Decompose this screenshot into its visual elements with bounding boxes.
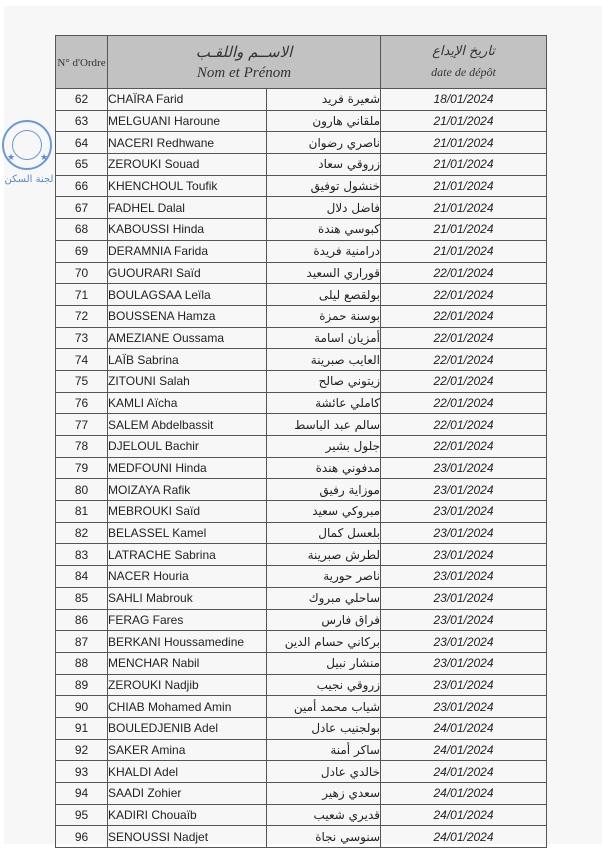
table-row	[56, 457, 547, 479]
deposit-date-cell: 22/01/2024	[381, 414, 547, 436]
deposit-date-cell: 23/01/2024	[381, 479, 547, 501]
order-number-cell: 69	[56, 240, 108, 262]
arabic-name-cell: سنوسي نجاة	[267, 826, 381, 848]
latin-name-cell: SAHLI Mabrouk	[108, 587, 267, 609]
order-number-cell: 75	[56, 370, 108, 392]
latin-name-cell: DERAMNIA Farida	[108, 240, 267, 262]
deposit-date-cell: 23/01/2024	[381, 587, 547, 609]
order-number-cell: 79	[56, 457, 108, 479]
arabic-name-cell: درامنية فريدة	[267, 240, 381, 262]
table-row	[56, 804, 547, 826]
deposit-date-cell: 21/01/2024	[381, 132, 547, 154]
arabic-name-cell: زروقي سعاد	[267, 154, 381, 176]
table-row	[56, 826, 547, 848]
deposit-date-cell: 22/01/2024	[381, 284, 547, 306]
deposit-date-cell: 23/01/2024	[381, 652, 547, 674]
arabic-name-cell: مبروكي سعيد	[267, 501, 381, 523]
latin-name-cell: MEBROUKI Saïd	[108, 501, 267, 523]
order-number-cell: 71	[56, 284, 108, 306]
deposit-date-cell: 24/01/2024	[381, 783, 547, 805]
latin-name-cell: SALEM Abdelbassit	[108, 414, 267, 436]
arabic-name-cell: ساكر أمنة	[267, 739, 381, 761]
order-number-cell: 64	[56, 132, 108, 154]
table-row	[56, 522, 547, 544]
latin-name-cell: FADHEL Dalal	[108, 197, 267, 219]
table-row	[56, 175, 547, 197]
arabic-name-cell: جلول بشير	[267, 436, 381, 458]
latin-name-cell: BOUSSENA Hamza	[108, 305, 267, 327]
table-row	[56, 154, 547, 176]
header-order-number: N° d'Ordre	[56, 36, 108, 89]
table-row	[56, 349, 547, 371]
table-row	[56, 544, 547, 566]
order-number-cell: 95	[56, 804, 108, 826]
latin-name-cell: DJELOUL Bachir	[108, 436, 267, 458]
deposit-date-cell: 22/01/2024	[381, 305, 547, 327]
deposit-date-cell: 23/01/2024	[381, 457, 547, 479]
table-row	[56, 370, 547, 392]
table-row	[56, 305, 547, 327]
latin-name-cell: NACER Houria	[108, 566, 267, 588]
latin-name-cell: SAKER Amina	[108, 739, 267, 761]
arabic-name-cell: خنشول توفيق	[267, 175, 381, 197]
stamp-star-icon: ★	[40, 152, 49, 162]
deposit-date-cell: 18/01/2024	[381, 89, 547, 111]
arabic-name-cell: ناصري رضوان	[267, 132, 381, 154]
latin-name-cell: SAADI Zohier	[108, 783, 267, 805]
latin-name-cell: CHIAB Mohamed Amin	[108, 696, 267, 718]
arabic-name-cell: سعدي زهير	[267, 783, 381, 805]
table-row	[56, 479, 547, 501]
arabic-name-cell: ملقاني هارون	[267, 110, 381, 132]
order-number-cell: 94	[56, 783, 108, 805]
latin-name-cell: KHALDI Adel	[108, 761, 267, 783]
order-number-cell: 88	[56, 652, 108, 674]
arabic-name-cell: ناصر حورية	[267, 566, 381, 588]
table-row	[56, 717, 547, 739]
latin-name-cell: BERKANI Houssamedine	[108, 631, 267, 653]
order-number-cell: 77	[56, 414, 108, 436]
arabic-name-cell: فراق فارس	[267, 609, 381, 631]
deposit-date-cell: 23/01/2024	[381, 501, 547, 523]
deposit-date-cell: 22/01/2024	[381, 436, 547, 458]
arabic-name-cell: شعيرة فريد	[267, 89, 381, 111]
arabic-name-cell: قوراري السعيد	[267, 262, 381, 284]
deposit-date-cell: 23/01/2024	[381, 609, 547, 631]
arabic-name-cell: منشار نبيل	[267, 652, 381, 674]
table-row	[56, 631, 547, 653]
table-row	[56, 284, 547, 306]
table-row	[56, 392, 547, 414]
order-number-cell: 90	[56, 696, 108, 718]
stamp-star-icon: ★	[7, 152, 16, 162]
order-number-cell: 74	[56, 349, 108, 371]
latin-name-cell: MOIZAYA Rafik	[108, 479, 267, 501]
order-number-cell: 66	[56, 175, 108, 197]
arabic-name-cell: بولجنيب عادل	[267, 717, 381, 739]
order-number-cell: 65	[56, 154, 108, 176]
order-number-cell: 87	[56, 631, 108, 653]
latin-name-cell: BELASSEL Kamel	[108, 522, 267, 544]
latin-name-cell: SENOUSSI Nadjet	[108, 826, 267, 848]
arabic-name-cell: لطرش صبرينة	[267, 544, 381, 566]
order-number-cell: 91	[56, 717, 108, 739]
latin-name-cell: NACERI Redhwane	[108, 132, 267, 154]
deposit-date-cell: 22/01/2024	[381, 370, 547, 392]
latin-name-cell: GUOURARI Saïd	[108, 262, 267, 284]
latin-name-cell: KAMLI Aïcha	[108, 392, 267, 414]
latin-name-cell: FERAG Fares	[108, 609, 267, 631]
order-number-cell: 68	[56, 219, 108, 241]
arabic-name-cell: مدفوني هندة	[267, 457, 381, 479]
deposit-date-cell: 23/01/2024	[381, 522, 547, 544]
deposit-date-cell: 21/01/2024	[381, 175, 547, 197]
order-number-cell: 80	[56, 479, 108, 501]
arabic-name-cell: أمزيان اسامة	[267, 327, 381, 349]
table-row	[56, 327, 547, 349]
deposit-date-cell: 24/01/2024	[381, 826, 547, 848]
latin-name-cell: LATRACHE Sabrina	[108, 544, 267, 566]
latin-name-cell: ZEROUKI Nadjib	[108, 674, 267, 696]
order-number-cell: 67	[56, 197, 108, 219]
arabic-name-cell: سالم عبد الباسط	[267, 414, 381, 436]
arabic-name-cell: بركاني حسام الدين	[267, 631, 381, 653]
order-number-cell: 83	[56, 544, 108, 566]
order-number-cell: 72	[56, 305, 108, 327]
table-row	[56, 501, 547, 523]
order-number-cell: 62	[56, 89, 108, 111]
order-number-cell: 82	[56, 522, 108, 544]
table-row	[56, 132, 547, 154]
table-row	[56, 240, 547, 262]
header-name-french: Nom et Prénom	[196, 64, 292, 81]
header-full-name	[108, 36, 381, 89]
deposit-date-cell: 22/01/2024	[381, 392, 547, 414]
latin-name-cell: MEDFOUNI Hinda	[108, 457, 267, 479]
table-row	[56, 674, 547, 696]
deposit-date-cell: 24/01/2024	[381, 804, 547, 826]
deposit-date-cell: 21/01/2024	[381, 240, 547, 262]
order-number-cell: 78	[56, 436, 108, 458]
deposit-date-cell: 21/01/2024	[381, 219, 547, 241]
deposit-date-cell: 23/01/2024	[381, 544, 547, 566]
header-date-arabic: تاريخ الإيداع	[432, 44, 495, 59]
order-number-cell: 96	[56, 826, 108, 848]
table-row	[56, 436, 547, 458]
table-header-row	[56, 36, 547, 89]
arabic-name-cell: شياب محمد أمين	[267, 696, 381, 718]
arabic-name-cell: زيتوني صالح	[267, 370, 381, 392]
registry-table	[55, 35, 547, 848]
official-stamp	[2, 120, 54, 185]
table-row	[56, 110, 547, 132]
latin-name-cell: AMEZIANE Oussama	[108, 327, 267, 349]
latin-name-cell: LAÏB Sabrina	[108, 349, 267, 371]
header-deposit-date	[381, 36, 547, 89]
deposit-date-cell: 22/01/2024	[381, 262, 547, 284]
deposit-date-cell: 23/01/2024	[381, 566, 547, 588]
latin-name-cell: MELGUANI Haroune	[108, 110, 267, 132]
arabic-name-cell: ساحلي مبروك	[267, 587, 381, 609]
arabic-name-cell: موزاية رفيق	[267, 479, 381, 501]
table-row	[56, 761, 547, 783]
deposit-date-cell: 23/01/2024	[381, 674, 547, 696]
table-body	[56, 89, 547, 848]
order-number-cell: 92	[56, 739, 108, 761]
deposit-date-cell: 24/01/2024	[381, 739, 547, 761]
deposit-date-cell: 24/01/2024	[381, 761, 547, 783]
arabic-name-cell: كبوسي هندة	[267, 219, 381, 241]
deposit-date-cell: 23/01/2024	[381, 696, 547, 718]
table-row	[56, 219, 547, 241]
deposit-date-cell: 22/01/2024	[381, 349, 547, 371]
table-row	[56, 783, 547, 805]
order-number-cell: 63	[56, 110, 108, 132]
table-row	[56, 262, 547, 284]
header-name-arabic: الاســم واللقـب	[195, 42, 293, 61]
order-number-cell: 73	[56, 327, 108, 349]
latin-name-cell: KADIRI Chouaïb	[108, 804, 267, 826]
arabic-name-cell: بولقصع ليلى	[267, 284, 381, 306]
arabic-name-cell: خالدي عادل	[267, 761, 381, 783]
latin-name-cell: BOULEDJENIB Adel	[108, 717, 267, 739]
order-number-cell: 70	[56, 262, 108, 284]
order-number-cell: 85	[56, 587, 108, 609]
deposit-date-cell: 22/01/2024	[381, 327, 547, 349]
arabic-name-cell: بوسنة حمزة	[267, 305, 381, 327]
table-row	[56, 587, 547, 609]
deposit-date-cell: 23/01/2024	[381, 631, 547, 653]
latin-name-cell: CHAÏRA Farid	[108, 89, 267, 111]
arabic-name-cell: زروقي نجيب	[267, 674, 381, 696]
table-row	[56, 566, 547, 588]
arabic-name-cell: العايب صبرينة	[267, 349, 381, 371]
deposit-date-cell: 21/01/2024	[381, 197, 547, 219]
order-number-cell: 81	[56, 501, 108, 523]
stamp-inner-ring	[12, 130, 42, 160]
order-number-cell: 86	[56, 609, 108, 631]
table-row	[56, 696, 547, 718]
table-row	[56, 89, 547, 111]
deposit-date-cell: 21/01/2024	[381, 154, 547, 176]
stamp-text: لجنة السكن	[4, 174, 54, 185]
order-number-cell: 89	[56, 674, 108, 696]
latin-name-cell: ZEROUKI Souad	[108, 154, 267, 176]
latin-name-cell: BOULAGSAA Leïla	[108, 284, 267, 306]
latin-name-cell: KABOUSSI Hinda	[108, 219, 267, 241]
latin-name-cell: MENCHAR Nabil	[108, 652, 267, 674]
table-row	[56, 609, 547, 631]
order-number-cell: 84	[56, 566, 108, 588]
deposit-date-cell: 21/01/2024	[381, 110, 547, 132]
order-number-cell: 76	[56, 392, 108, 414]
table-row	[56, 739, 547, 761]
latin-name-cell: KHENCHOUL Toufik	[108, 175, 267, 197]
order-number-cell: 93	[56, 761, 108, 783]
arabic-name-cell: بلعسل كمال	[267, 522, 381, 544]
table-row	[56, 197, 547, 219]
table-row	[56, 414, 547, 436]
latin-name-cell: ZITOUNI Salah	[108, 370, 267, 392]
arabic-name-cell: فاضل دلال	[267, 197, 381, 219]
deposit-date-cell: 24/01/2024	[381, 717, 547, 739]
header-date-french: date de dépôt	[431, 65, 496, 79]
arabic-name-cell: كاملي عائشة	[267, 392, 381, 414]
arabic-name-cell: قديري شعيب	[267, 804, 381, 826]
table-row	[56, 652, 547, 674]
